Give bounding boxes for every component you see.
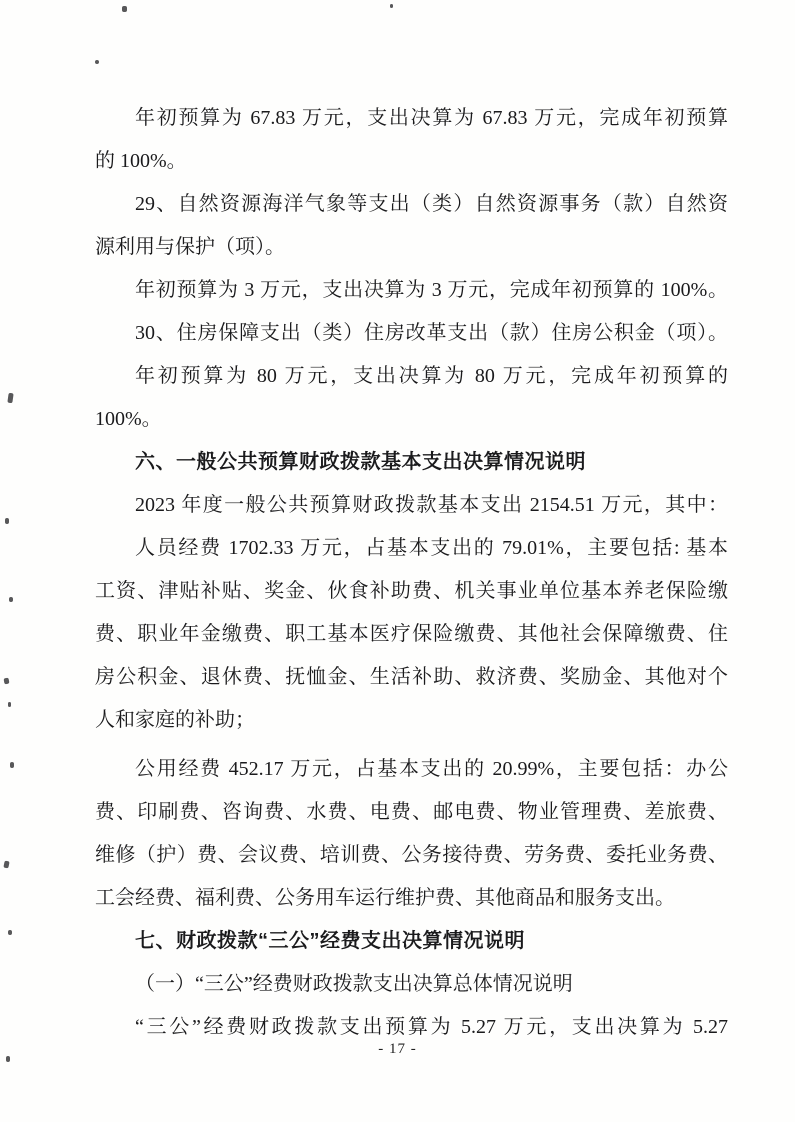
text-line: （一）“三公”经费财政拨款支出决算总体情况说明 bbox=[135, 973, 573, 995]
text-line: 费、职业年金缴费、职工基本医疗保险缴费、其他社会保障缴费、住 bbox=[95, 623, 728, 645]
text-line: 人和家庭的补助； bbox=[95, 709, 255, 731]
text-line: 工资、津贴补贴、奖金、伙食补助费、机关事业单位基本养老保险缴 bbox=[95, 580, 728, 602]
para-basic-expense-total bbox=[95, 484, 728, 527]
text-line: 工会经费、福利费、公务用车运行维护费、其他商品和服务支出。 bbox=[95, 887, 675, 909]
text-line: 30、住房保障支出（类）住房改革支出（款）住房公积金（项）。 bbox=[135, 322, 728, 344]
text-line: 七、财政拨款“三公”经费支出决算情况说明 bbox=[135, 930, 525, 952]
text-line: 费、印刷费、咨询费、水费、电费、邮电费、物业管理费、差旅费、 bbox=[95, 801, 728, 823]
para-public-expense bbox=[95, 748, 728, 920]
text-line: 年初预算为 67.83 万元，支出决算为 67.83 万元，完成年初预算 bbox=[135, 107, 728, 129]
page-body bbox=[95, 97, 728, 1049]
scan-speck bbox=[390, 4, 393, 8]
scan-speck bbox=[8, 702, 11, 707]
scan-speck bbox=[3, 861, 9, 869]
text-line: 29、自然资源海洋气象等支出（类）自然资源事务（款）自然资 bbox=[135, 193, 728, 215]
para-item29-budget bbox=[95, 269, 728, 312]
text-line: 年初预算为 80 万元，支出决算为 80 万元，完成年初预算的 bbox=[135, 365, 728, 387]
text-line: 2023 年度一般公共预算财政拨款基本支出 2154.51 万元，其中： bbox=[135, 494, 728, 516]
scan-speck bbox=[122, 6, 127, 12]
page-number: - 17 - bbox=[378, 1041, 417, 1057]
text-line: 源利用与保护（项）。 bbox=[95, 236, 285, 258]
para-item30-budget bbox=[95, 355, 728, 441]
para-item28-budget bbox=[95, 97, 728, 183]
scan-speck bbox=[4, 678, 10, 685]
heading-section-7 bbox=[95, 920, 728, 963]
text-line: 六、一般公共预算财政拨款基本支出决算情况说明 bbox=[135, 451, 586, 473]
scan-speck bbox=[8, 930, 12, 935]
heading-section-6 bbox=[95, 441, 728, 484]
text-line: 的 100%。 bbox=[95, 150, 187, 172]
scan-speck bbox=[9, 597, 13, 602]
para-item29-title bbox=[95, 183, 728, 269]
text-line: “三公”经费财政拨款支出预算为 5.27 万元，支出决算为 5.27 bbox=[135, 1016, 728, 1038]
para-personnel-expense bbox=[95, 527, 728, 742]
para-item30-title bbox=[95, 312, 728, 355]
scan-speck bbox=[10, 762, 14, 768]
text-line: 100%。 bbox=[95, 408, 162, 430]
text-line: 房公积金、退休费、抚恤金、生活补助、救济费、奖励金、其他对个 bbox=[95, 666, 728, 688]
scan-speck bbox=[5, 518, 9, 524]
scan-speck bbox=[95, 60, 99, 64]
text-line: 公用经费 452.17 万元，占基本支出的 20.99%，主要包括：办公 bbox=[135, 758, 728, 780]
text-line: 人员经费 1702.33 万元，占基本支出的 79.01%，主要包括: 基本 bbox=[135, 537, 728, 559]
text-line: 年初预算为 3 万元，支出决算为 3 万元，完成年初预算的 100%。 bbox=[135, 279, 728, 301]
text-line: 维修（护）费、会议费、培训费、公务接待费、劳务费、委托业务费、 bbox=[95, 844, 728, 866]
para-sangong-overview-title bbox=[95, 963, 728, 1006]
scan-speck bbox=[7, 393, 13, 404]
